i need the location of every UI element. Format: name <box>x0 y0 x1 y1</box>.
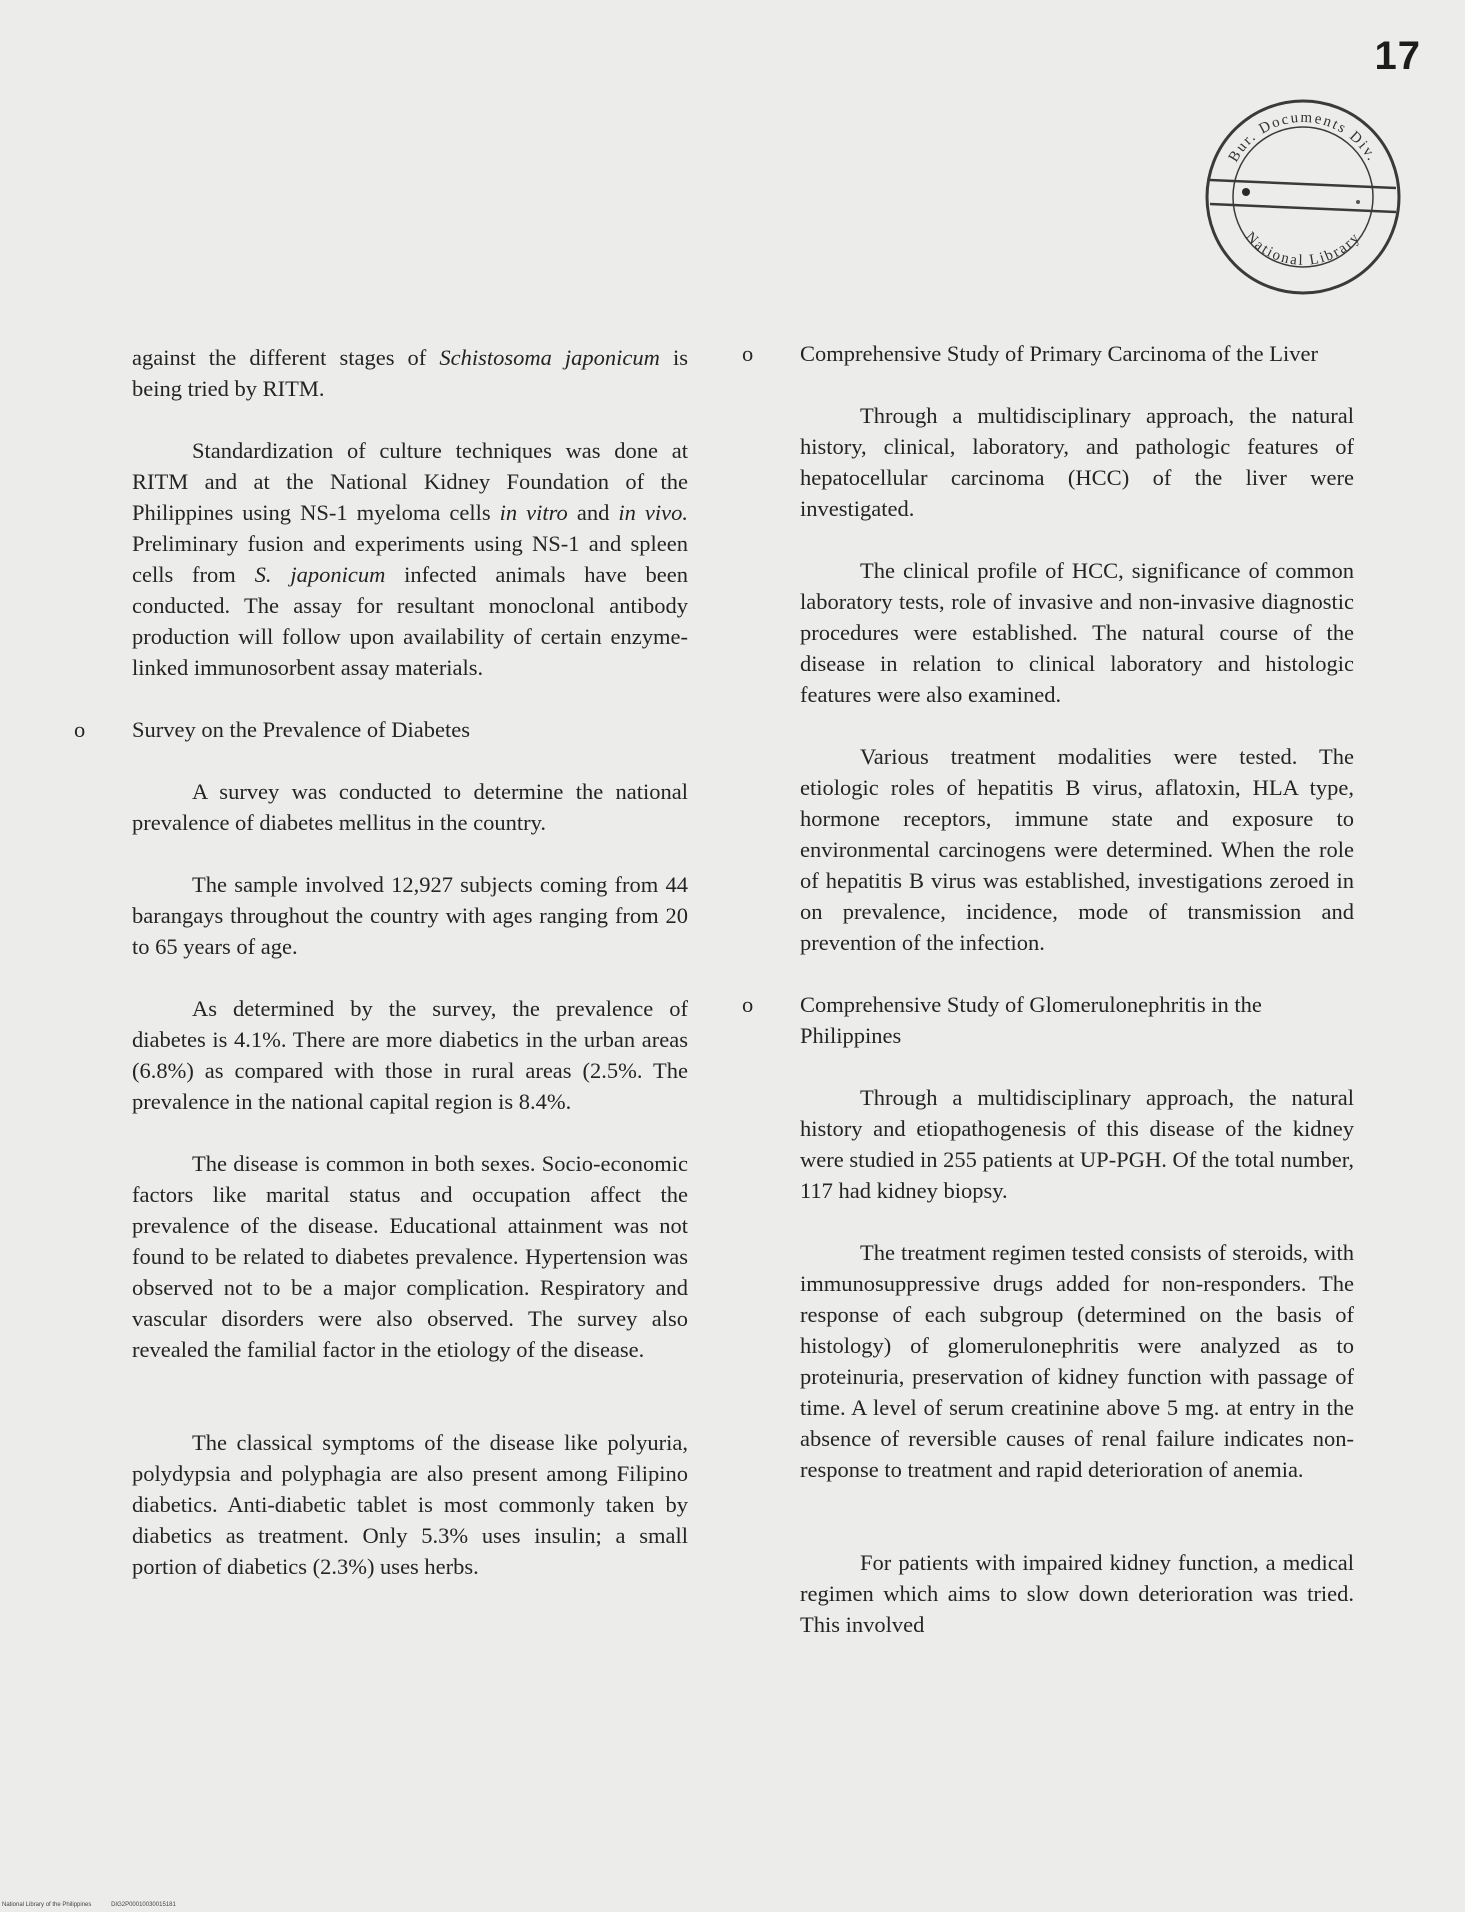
paragraph: The clinical profile of HCC, significance of common laboratory tests, role of invasive and non-invasive diagnostic procedures were established. The natural course of the disease in relation to clinical laboratory and histologic features were also examined. <box>800 558 1354 707</box>
paragraph: As determined by the survey, the prevalence of diabetes is 4.1%. There are more diabetics in the urban areas (6.8%) as compared with those in rural areas (2.5%. The prevalence in the national capital region is 8.4%. <box>132 996 688 1114</box>
page-number: 17 <box>1374 34 1421 78</box>
paragraph: The disease is common in both sexes. Socio-economic factors like marital status and occupation affect the prevalence of the disease. Educational attainment was not found to be related to diabetes prevalence. Hypertension was observed not to be a major complication. Respiratory and vascular disorders were also observed. The survey also revealed the familial factor in the etiology of the disease. <box>132 1151 688 1362</box>
heading-text: Survey on the Prevalence of Diabetes <box>132 717 471 742</box>
paragraph: against the different stages of Schistosoma japonicum is being tried by RITM. <box>132 345 688 401</box>
paragraph: The treatment regimen tested consists of steroids, with immunosuppressive drugs added for non-responders. The response of each subgroup (determined on the basis of histology) of glomerulonephritis were analyzed as to proteinuria, preservation of kidney function with passage of time. A level of serum creatinine above 5 mg. at entry in the absence of reversible causes of renal failure indicates non-response to treatment and rapid deterioration of anemia. <box>800 1240 1354 1482</box>
paragraph: Through a multidisciplinary approach, the natural history, clinical, laboratory, and pathologic features of hepatocellular carcinoma (HCC) of the liver were investigated. <box>800 403 1354 521</box>
bullet-marker: o <box>742 341 754 366</box>
section-heading-liver-carcinoma <box>742 338 1354 369</box>
paragraph: The classical symptoms of the disease like polyuria, polydypsia and polyphagia are also present among Filipino diabetics. Anti-diabetic tablet is most commonly taken by diabetics as treatment. Only 5.3% uses insulin; a small portion of diabetics (2.3%) uses herbs. <box>132 1430 688 1579</box>
footer-library-name: National Library of the Philippines <box>2 1902 92 1908</box>
stamp-top-text: Bur. Documents Div. <box>1225 109 1381 165</box>
heading-text: Comprehensive Study of Primary Carcinoma of the Liver <box>800 341 1319 366</box>
library-stamp-icon <box>1198 92 1408 302</box>
heading-text: Comprehensive Study of Glomerulonephritis in the Philippines <box>800 992 1262 1048</box>
section-heading-diabetes <box>74 714 688 745</box>
paragraph: Standardization of culture techniques was done at RITM and at the National Kidney Foundation of the Philippines using NS-1 myeloma cells in vitro and in vivo. Preliminary fusion and experiments using NS-1 and spleen cells from S. japonicum infected animals have been conducted. The assay for resultant monoclonal antibody production will follow upon availability of certain enzyme-linked immunosorbent assay materials. <box>132 438 688 680</box>
stamp-bottom-text: National Library <box>1241 229 1365 269</box>
footer-scan-id: DIG2P00010030015181 <box>111 1902 176 1908</box>
bullet-marker: o <box>742 992 754 1017</box>
section-heading-glomerulonephritis <box>742 989 1354 1051</box>
right-column <box>742 338 1354 1671</box>
paragraph: A survey was conducted to determine the national prevalence of diabetes mellitus in the country. <box>132 779 688 835</box>
scan-footer <box>2 1902 194 1908</box>
bullet-marker: o <box>74 717 86 742</box>
paragraph: Various treatment modalities were tested. The etiologic roles of hepatitis B virus, aflatoxin, HLA type, hormone receptors, immune state and exposure to environmental carcinogens were determined. When the role of hepatitis B virus was established, investigations zeroed in on prevalence, incidence, mode of transmission and prevention of the infection. <box>800 744 1354 955</box>
paragraph: The sample involved 12,927 subjects coming from 44 barangays throughout the country with ages ranging from 20 to 65 years of age. <box>132 872 688 959</box>
paragraph: For patients with impaired kidney function, a medical regimen which aims to slow down deterioration was tried. This involved <box>800 1550 1354 1637</box>
paragraph: Through a multidisciplinary approach, the natural history and etiopathogenesis of this disease of the kidney were studied in 255 patients at UP-PGH. Of the total number, 117 had kidney biopsy. <box>800 1085 1354 1203</box>
left-column <box>74 342 688 1613</box>
